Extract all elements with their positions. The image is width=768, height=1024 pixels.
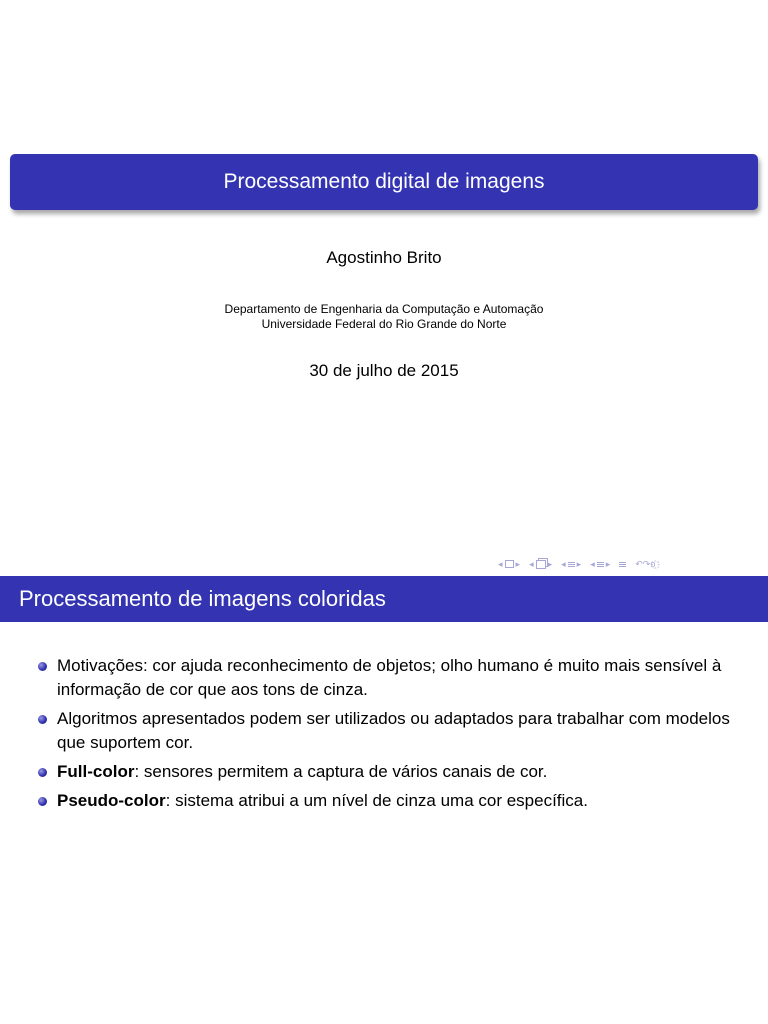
nav-section-group[interactable] xyxy=(590,559,610,570)
presentation-title: Processamento digital de imagens xyxy=(223,170,545,193)
frame-title: Processamento de imagens coloridas xyxy=(0,576,768,622)
bullet-icon xyxy=(38,797,47,806)
list-item xyxy=(0,654,768,702)
nav-frames-icon[interactable] xyxy=(536,560,546,569)
institution-university: Universidade Federal do Rio Grande do Norte xyxy=(261,317,507,331)
nav-frame-group[interactable] xyxy=(529,559,552,570)
nav-search-icon[interactable]: ↶↷ᴏ҈ xyxy=(635,558,656,569)
nav-section-icon[interactable] xyxy=(597,562,604,567)
nav-subsection-prev-icon[interactable]: ◂ xyxy=(561,558,566,569)
presentation-date: 30 de julho de 2015 xyxy=(309,361,459,380)
list-item xyxy=(0,707,768,755)
nav-section-prev-icon[interactable]: ◂ xyxy=(590,558,595,569)
presentation-title-box xyxy=(10,154,758,210)
item-text: : sistema atribui a um nível de cinza uma cor específica. xyxy=(165,791,588,810)
bullet-icon xyxy=(38,715,47,724)
nav-next-icon[interactable]: ▸ xyxy=(515,558,521,569)
institution xyxy=(0,302,768,332)
author-name: Agostinho Brito xyxy=(326,248,442,267)
bullet-icon xyxy=(38,662,47,671)
beamer-navigation-bar xyxy=(498,557,655,571)
institution-department: Departamento de Engenharia da Computação e Automação xyxy=(224,302,544,316)
nav-slide-group[interactable] xyxy=(498,559,520,570)
nav-align-icon[interactable] xyxy=(619,562,626,567)
nav-subsection-icon[interactable] xyxy=(568,562,575,567)
item-text: Motivações: cor ajuda reconhecimento de objetos; olho humano é muito mais sensível à informação de cor que aos tons de cinza. xyxy=(57,656,722,699)
nav-subsection-group[interactable] xyxy=(561,559,581,570)
bullet-list xyxy=(0,654,768,818)
nav-frame-icon[interactable] xyxy=(505,560,514,568)
nav-frame-prev-icon[interactable]: ◂ xyxy=(529,558,534,569)
item-text: Algoritmos apresentados podem ser utilizados ou adaptados para trabalhar com modelos que suportem cor. xyxy=(57,709,730,752)
nav-prev-icon[interactable]: ◂ xyxy=(498,558,503,569)
content-slide xyxy=(0,576,768,1024)
nav-section-next-icon[interactable]: ▸ xyxy=(605,558,611,569)
bullet-icon xyxy=(38,768,47,777)
item-bold-term: Full-color xyxy=(57,762,135,781)
list-item xyxy=(0,760,768,784)
nav-subsection-next-icon[interactable]: ▸ xyxy=(576,558,582,569)
list-item xyxy=(0,789,768,813)
item-text: : sensores permitem a captura de vários canais de cor. xyxy=(134,762,548,781)
nav-align-group[interactable] xyxy=(619,562,626,567)
item-bold-term: Pseudo-color xyxy=(57,791,166,810)
nav-frame-next-icon[interactable]: ▸ xyxy=(547,558,553,569)
